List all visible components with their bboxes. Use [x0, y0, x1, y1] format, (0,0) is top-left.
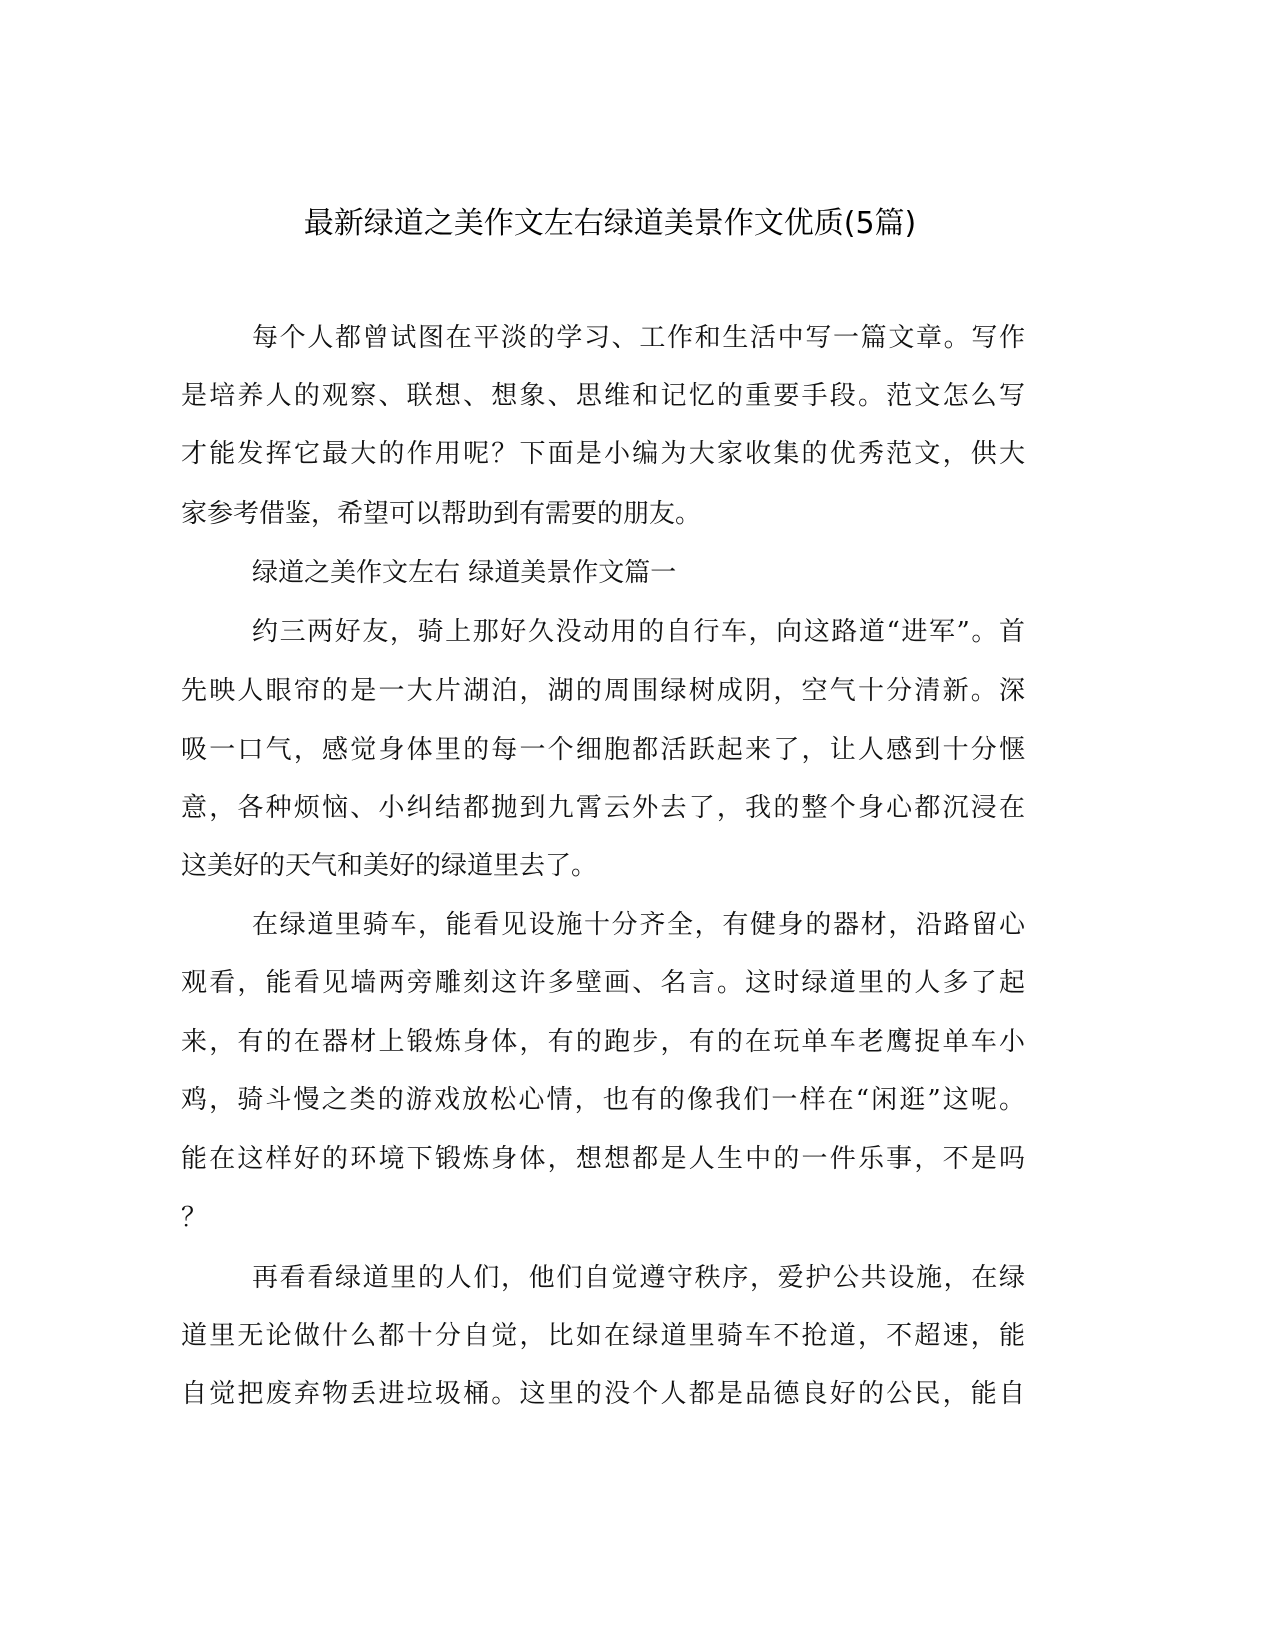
text-line: 才能发挥它最大的作用呢？下面是小编为大家收集的优秀范文，供大	[181, 439, 1025, 469]
text-line: 这美好的天气和美好的绿道里去了。	[181, 851, 598, 881]
text-line: 观看，能看见墙两旁雕刻这许多壁画、名言。这时绿道里的人多了起	[181, 968, 1025, 998]
text-line: 是培养人的观察、联想、想象、思维和记忆的重要手段。范文怎么写	[181, 381, 1025, 411]
text-line: 道里无论做什么都十分自觉，比如在绿道里骑车不抢道，不超速，能	[181, 1321, 1025, 1351]
text-line: 家参考借鉴，希望可以帮助到有需要的朋友。	[181, 499, 702, 529]
document-title: 最新绿道之美作文左右绿道美景作文优质(5篇)	[303, 206, 917, 241]
text-line: 来，有的在器材上锻炼身体，有的跑步，有的在玩单车老鹰捉单车小	[181, 1027, 1025, 1057]
text-line: 再看看绿道里的人们，他们自觉遵守秩序，爱护公共设施，在绿	[252, 1263, 1025, 1293]
text-line: 鸡，骑斗慢之类的游戏放松心情，也有的像我们一样在“闲逛”这呢。	[181, 1085, 1025, 1115]
text-line: 意，各种烦恼、小纠结都抛到九霄云外去了，我的整个身心都沉浸在	[181, 793, 1025, 823]
text-line: ？	[181, 1203, 208, 1233]
text-line: 自觉把废弃物丢进垃圾桶。这里的没个人都是品德良好的公民，能自	[181, 1379, 1025, 1409]
text-line: 吸一口气，感觉身体里的每一个细胞都活跃起来了，让人感到十分惬	[181, 735, 1025, 765]
text-line: 在绿道里骑车，能看见设施十分齐全，有健身的器材，沿路留心	[252, 910, 1025, 940]
section-heading: 绿道之美作文左右 绿道美景作文篇一	[252, 558, 677, 588]
text-line: 先映人眼帘的是一大片湖泊，湖的周围绿树成阴，空气十分清新。深	[181, 676, 1025, 706]
text-line: 每个人都曾试图在平淡的学习、工作和生活中写一篇文章。写作	[252, 323, 1025, 353]
text-line: 能在这样好的环境下锻炼身体，想想都是人生中的一件乐事，不是吗	[181, 1144, 1025, 1174]
text-line: 约三两好友，骑上那好久没动用的自行车，向这路道“进军”。首	[252, 617, 1025, 647]
